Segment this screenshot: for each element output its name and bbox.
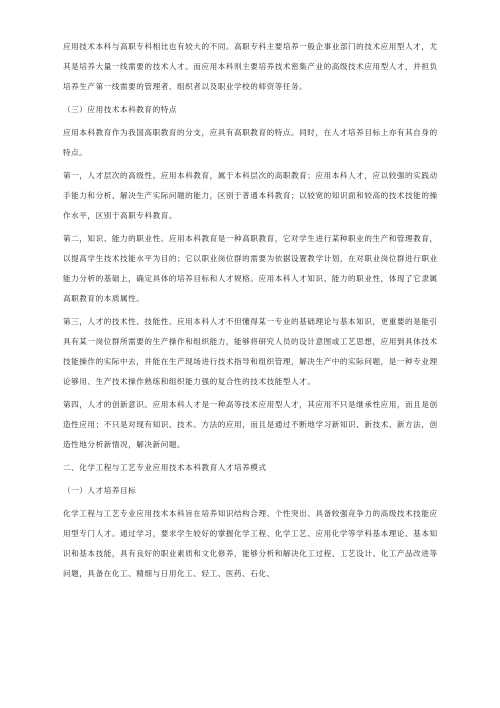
paragraph-features-intro: 应用本科教育作为我国高职教育的分支，应具有高职教育的特点。同时，在人才培养目标上亦有其自身的特点。 — [63, 128, 438, 157]
subsection-heading-goals: （一）人才培养目标 — [63, 486, 137, 495]
paragraph-point-second: 第二，知识、能力的职业性。应用本科教育是一种高职教育，它对学生进行某种职业的生产和管理教育，以提高学生技术技能水平为目的；它以职业岗位群的需要为依据设置教学计划，在对职业岗位群进行职业能力分析的基础上，确定具体的培养目标和人才规格。应用本科人才知识、能力的职业性，体现了它隶属高职教育的本质属性。 — [63, 234, 438, 303]
paragraph-point-third: 第三，人才的技术性、技能性。应用本科人才不但懂得某一专业的基础理论与基本知识，更重要的是能引具有某一岗位群所需要的生产操作和组织能力，能够将研究人员的设计意图或工艺思想，应用到具体技术技能操作的实际中去，并能在生产现场进行技术指导和组织管理，解决生产中的实际问题，是一种专业理论够用、生产技术操作熟练和组织能力强的复合性的技术技能型人才。 — [63, 317, 438, 386]
section-heading-features: （三）应用技术本科教育的特点 — [63, 105, 178, 114]
paragraph-intro: 应用技术本科与高职专科相比也有较大的不同。高职专科主要培养一般企事业部门的技术应用型人才，尤其是培养大量一线需要的技术人才。而应用本科则主要培养技术密集产业的高级技术应用型人才，并担负培养生产第一线需要的管理者、组织者以及职业学校的师资等任务。 — [63, 42, 438, 91]
paragraph-point-first: 第一，人才层次的高级性。应用本科教育，属于本科层次的高职教育；应用本科人才，应以较强的实践动手能力和分析、解决生产实际问题的能力，区别于普通本科教育；以较宽的知识面和较高的技术技能的操作水平，区别于高职专科教育。 — [63, 171, 438, 220]
paragraph-goals: 化学工程与工艺专业应用技术本科旨在培养知识结构合理、个性突出、具备较强竞争力的高级技术技能应用型专门人才。通过学习，要求学生较好的掌握化学工程、化学工艺、应用化学等学科基本理论、基本知识和基本技能，具有良好的职业素质和文化修养，能够分析和解决化工过程、工艺设计、化工产品改进等问题，具备在化工、精细与日用化工、轻工、医药、石化、 — [63, 509, 438, 578]
section-heading-model: 二、化学工程与工艺专业应用技术本科教育人才培养模式 — [63, 463, 267, 472]
paragraph-point-fourth: 第四，人才的创新意识。应用本科人才是一种高等技术应用型人才，其应用不只是继承性应用，而且是创造性应用；不只是对现有知识、技术、方法的应用，而且是通过不断地学习新知识、新技术、新方法，创造性地分析新情况，解决新问题。 — [63, 400, 438, 449]
